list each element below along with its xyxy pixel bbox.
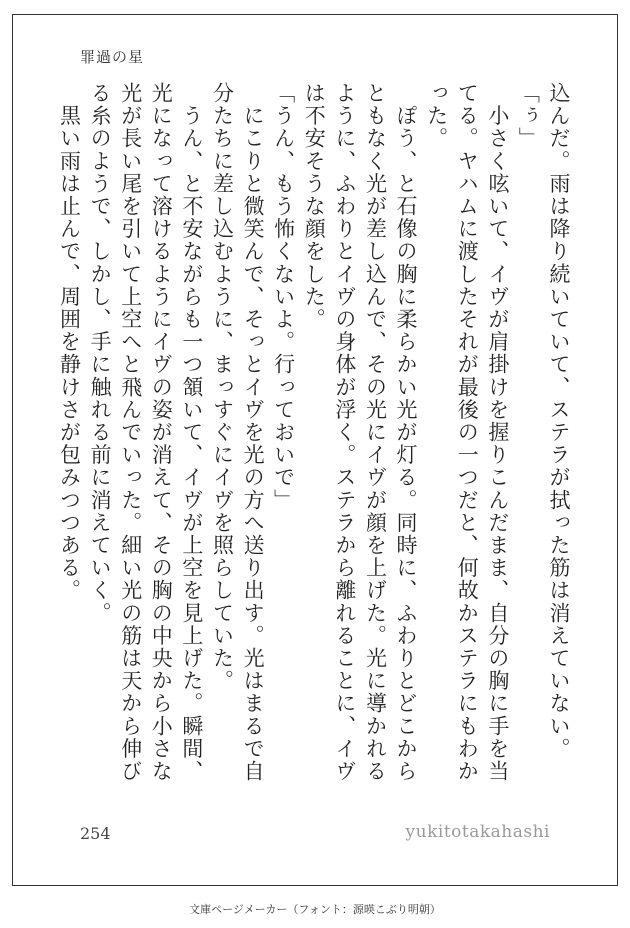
page-number: 254 — [80, 824, 111, 843]
footer-credit: 文庫ページメーカー（フォント：源暎こぶり明朝） — [189, 903, 441, 916]
body-paragraph: にこりと微笑んで、そっとイヴを光の方へ送り出す。光はまるで自分たちに差し込むように、まっすぐにイヴを照らしていた。 — [210, 82, 266, 783]
running-head-title: 罪過の星 — [80, 48, 145, 66]
body-paragraph: ぽう、と石像の胸に柔らかい光が灯る。同時に、ふわりとどこからともなく光が差し込んで、その光にイヴが顔を上げた。光に導かれるように、ふわりとイヴの身体が浮く。ステラから離れることに、イヴは不安そうな顔をした。 — [302, 82, 419, 783]
body-text — [57, 82, 574, 802]
body-paragraph: 黒い雨は止んで、周囲を静けさが包みつつある。 — [57, 82, 82, 602]
body-paragraph: 「うん、もう怖くないよ。行っておいで」 — [271, 82, 296, 512]
body-paragraph: うん、と不安ながらも一つ頷いて、イヴが上空を見上げた。瞬間、光になって溶けるようにイヴの姿が消えて、その胸の中央から小さな光が長い尾を引いて上空へと飛んでいった。細い光の筋は天から伸びる糸のようで、しかし、手に触れる前に消えていく。 — [88, 82, 204, 783]
body-paragraph: 小さく呟いて、イヴが肩掛けを握りこんだまま、自分の胸に手を当てる。ヤハムに渡したそれが最後の一つだと、何故かステラにもわかった。 — [424, 82, 510, 783]
author-name: yukitotakahashi — [405, 822, 550, 842]
body-paragraph: 「ぅ」 — [516, 82, 541, 150]
body-paragraph: 込んだ。雨は降り続いていて、ステラが拭った筋は消えていない。 — [547, 82, 571, 760]
